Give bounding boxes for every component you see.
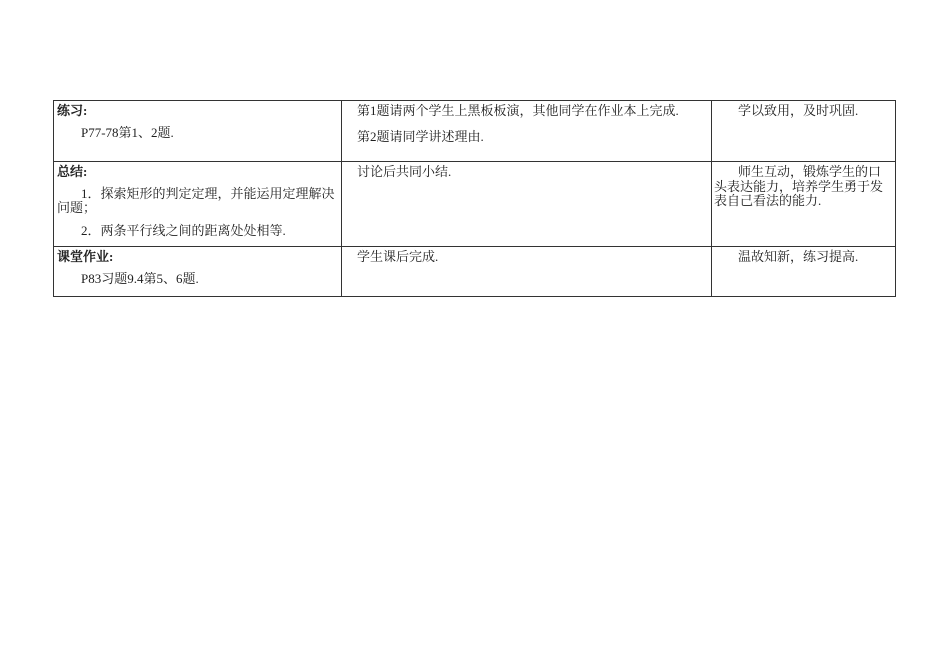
paragraph: 第2题请同学讲述理由. bbox=[357, 128, 484, 144]
cell-homework bbox=[54, 247, 342, 297]
paragraph: 2．两条平行线之间的距离处处相等. bbox=[81, 222, 286, 238]
paragraph: 师生互动，锻炼学生的口头表达能力，培养学生勇于发表自己看法的能力. bbox=[714, 164, 884, 208]
paragraph: 温故知新，练习提高. bbox=[738, 249, 859, 264]
cell-practice-intent bbox=[712, 101, 896, 162]
paragraph: 学生课后完成. bbox=[357, 249, 439, 264]
cell-practice bbox=[54, 101, 342, 162]
paragraph: 讨论后共同小结. bbox=[357, 164, 452, 179]
table-row bbox=[54, 101, 896, 162]
lesson-plan-table bbox=[53, 100, 896, 297]
table-row bbox=[54, 162, 896, 247]
cell-homework-activity bbox=[342, 247, 712, 297]
cell-homework-intent bbox=[712, 247, 896, 297]
cell-summary-activity bbox=[342, 162, 712, 247]
table-row bbox=[54, 247, 896, 297]
cell-practice-activity bbox=[342, 101, 712, 162]
section-title: 总结: bbox=[57, 164, 88, 179]
paragraph: 第1题请两个学生上黑板板演，其他同学在作业本上完成. bbox=[357, 103, 679, 118]
paragraph: P83习题9.4第5、6题. bbox=[81, 270, 199, 286]
cell-summary-intent bbox=[712, 162, 896, 247]
paragraph: 1．探索矩形的判定定理，并能运用定理解决问题； bbox=[57, 185, 335, 215]
section-title: 练习: bbox=[57, 103, 88, 118]
paragraph: P77-78第1、2题. bbox=[81, 124, 174, 140]
section-title: 课堂作业: bbox=[57, 249, 114, 264]
cell-summary bbox=[54, 162, 342, 247]
paragraph: 学以致用，及时巩固. bbox=[738, 103, 859, 118]
